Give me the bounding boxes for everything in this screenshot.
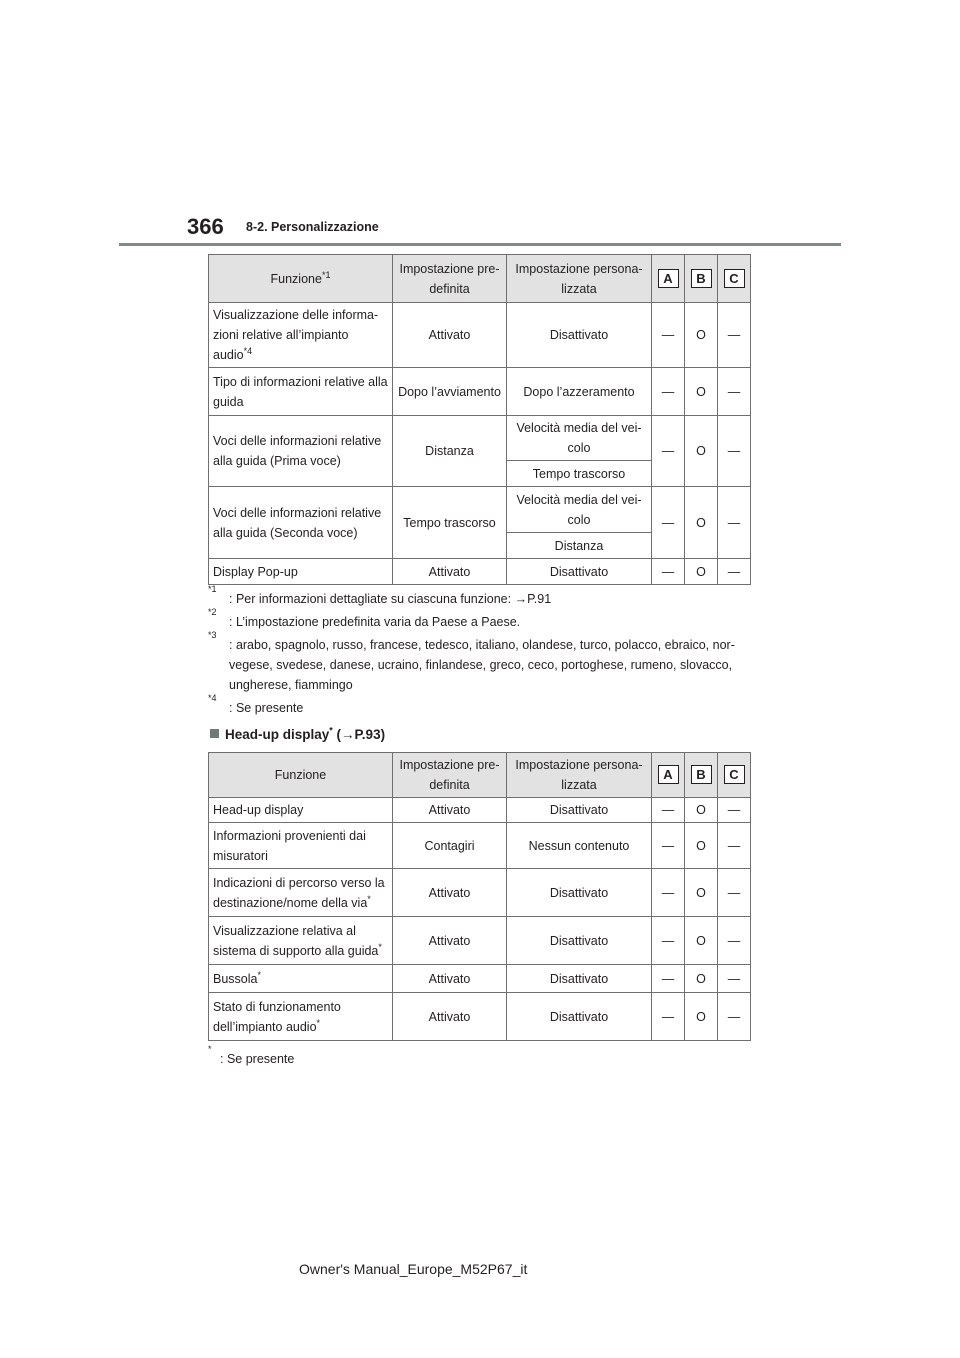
- header-col-c: C: [718, 753, 751, 798]
- footnote: *2 : L’impostazione predefinita varia da Paese a Paese.: [208, 607, 521, 629]
- cell-b: O: [685, 487, 718, 559]
- cell-function: Stato di funzionamento dell’impianto audio*: [209, 993, 393, 1041]
- cell-function: Visualizzazione relativa al sistema di supporto alla guida*: [209, 917, 393, 965]
- cell-default: Contagiri: [393, 823, 507, 869]
- cell-a: —: [652, 869, 685, 917]
- cell-function: Voci delle informazioni relative alla guida (Seconda voce): [209, 487, 393, 559]
- customization-table-1: [208, 254, 751, 585]
- cell-function: Indicazioni di percorso verso la destinazione/nome della via*: [209, 869, 393, 917]
- table-header-row: [209, 255, 751, 303]
- cell-function: Bussola*: [209, 965, 393, 993]
- header-col-a: A: [652, 255, 685, 303]
- page-number: 366: [187, 214, 224, 239]
- footnote: *4 : Se presente: [208, 693, 304, 715]
- cell-b: O: [685, 917, 718, 965]
- cell-default: Attivato: [393, 303, 507, 368]
- cell-default: Attivato: [393, 798, 507, 823]
- cell-default: Attivato: [393, 559, 507, 585]
- cell-custom: Disattivato: [507, 559, 652, 585]
- customization-table-2: [208, 752, 751, 1041]
- cell-b: O: [685, 416, 718, 487]
- cell-a: —: [652, 416, 685, 487]
- cell-a: —: [652, 993, 685, 1041]
- cell-custom: Dopo l’azzeramento: [507, 368, 652, 416]
- cell-default: Distanza: [393, 416, 507, 487]
- cell-default: Tempo trascorso: [393, 487, 507, 559]
- cell-c: —: [718, 368, 751, 416]
- cell-c: —: [718, 416, 751, 487]
- table-row: [209, 965, 751, 993]
- table-row: [209, 798, 751, 823]
- cell-default: Attivato: [393, 917, 507, 965]
- table-row: [209, 416, 751, 461]
- cell-c: —: [718, 487, 751, 559]
- cell-a: —: [652, 798, 685, 823]
- cell-b: O: [685, 368, 718, 416]
- cell-a: —: [652, 559, 685, 585]
- cell-c: —: [718, 559, 751, 585]
- cell-c: —: [718, 823, 751, 869]
- cell-custom: Disattivato: [507, 993, 652, 1041]
- cell-b: O: [685, 798, 718, 823]
- cell-default: Attivato: [393, 965, 507, 993]
- cell-b: O: [685, 823, 718, 869]
- cell-b: O: [685, 993, 718, 1041]
- cell-c: —: [718, 965, 751, 993]
- cell-custom: Disattivato: [507, 869, 652, 917]
- cell-default: Attivato: [393, 869, 507, 917]
- header-col-b: B: [685, 753, 718, 798]
- table-row: [209, 559, 751, 585]
- footnote: * : Se presente: [208, 1044, 295, 1066]
- header-custom: Impostazione persona-lizzata: [507, 255, 652, 303]
- table-row: [209, 303, 751, 368]
- header-function: Funzione$^{*1}$: [209, 255, 393, 303]
- table-row: [209, 823, 751, 869]
- cell-a: —: [652, 303, 685, 368]
- header-col-b: B: [685, 255, 718, 303]
- table-row: [209, 993, 751, 1041]
- cell-custom-alt: Tempo trascorso: [507, 461, 652, 487]
- cell-a: —: [652, 823, 685, 869]
- cell-function: Tipo di informazioni relative alla guida: [209, 368, 393, 416]
- cell-custom: Disattivato: [507, 303, 652, 368]
- cell-c: —: [718, 303, 751, 368]
- cell-b: O: [685, 965, 718, 993]
- cell-c: —: [718, 917, 751, 965]
- cell-function: Display Pop-up: [209, 559, 393, 585]
- cell-function: Voci delle informazioni relative alla guida (Prima voce): [209, 416, 393, 487]
- cell-a: —: [652, 917, 685, 965]
- cell-c: —: [718, 869, 751, 917]
- cell-a: —: [652, 368, 685, 416]
- cell-b: O: [685, 303, 718, 368]
- table-header-row: [209, 753, 751, 798]
- footnotes-1: [208, 584, 753, 721]
- header-custom: Impostazione persona-lizzata: [507, 753, 652, 798]
- cell-custom: Disattivato: [507, 917, 652, 965]
- cell-function: Informazioni provenienti dai misuratori: [209, 823, 393, 869]
- cell-a: —: [652, 487, 685, 559]
- cell-a: —: [652, 965, 685, 993]
- header-col-a: A: [652, 753, 685, 798]
- header-function: Funzione: [209, 753, 393, 798]
- cell-custom: Disattivato: [507, 798, 652, 823]
- header-default: Impostazione pre-definita: [393, 255, 507, 303]
- subsection-heading: Head-up display* (→P.93): [210, 725, 385, 745]
- footer-text: Owner's Manual_Europe_M52P67_it: [299, 1261, 528, 1277]
- table-row: [209, 487, 751, 533]
- cell-custom: Velocità media del vei-colo: [507, 416, 652, 461]
- cell-custom-alt: Distanza: [507, 533, 652, 559]
- cell-default: Dopo l’avviamento: [393, 368, 507, 416]
- cell-b: O: [685, 559, 718, 585]
- cell-default: Attivato: [393, 993, 507, 1041]
- table-row: [209, 917, 751, 965]
- table-row: [209, 869, 751, 917]
- header-rule: [119, 243, 841, 246]
- cell-b: O: [685, 869, 718, 917]
- footnote: *1 : Per informazioni dettagliate su ciascuna funzione: →P.91: [208, 584, 552, 606]
- cell-c: —: [718, 993, 751, 1041]
- cell-function: Head-up display: [209, 798, 393, 823]
- header-col-c: C: [718, 255, 751, 303]
- cell-custom: Nessun contenuto: [507, 823, 652, 869]
- cell-custom: Velocità media del vei-colo: [507, 487, 652, 533]
- cell-function: Visualizzazione delle informa-zioni relative all’impianto audio$^{*4}$: [209, 303, 393, 368]
- footnotes-2: [208, 1044, 753, 1072]
- footnote: *3 : arabo, spagnolo, russo, francese, tedesco, italiano, olandese, turco, polacco, ebraico, nor-vegese, svedese, danese, ucraino, finlandese, greco, ceco, portoghese, rumeno, slovacco, ungherese, fiammingo: [208, 630, 735, 692]
- square-bullet-icon: [210, 729, 219, 738]
- section-title: 8-2. Personalizzazione: [246, 220, 379, 234]
- header-default: Impostazione pre-definita: [393, 753, 507, 798]
- cell-c: —: [718, 798, 751, 823]
- cell-custom: Disattivato: [507, 965, 652, 993]
- table-row: [209, 368, 751, 416]
